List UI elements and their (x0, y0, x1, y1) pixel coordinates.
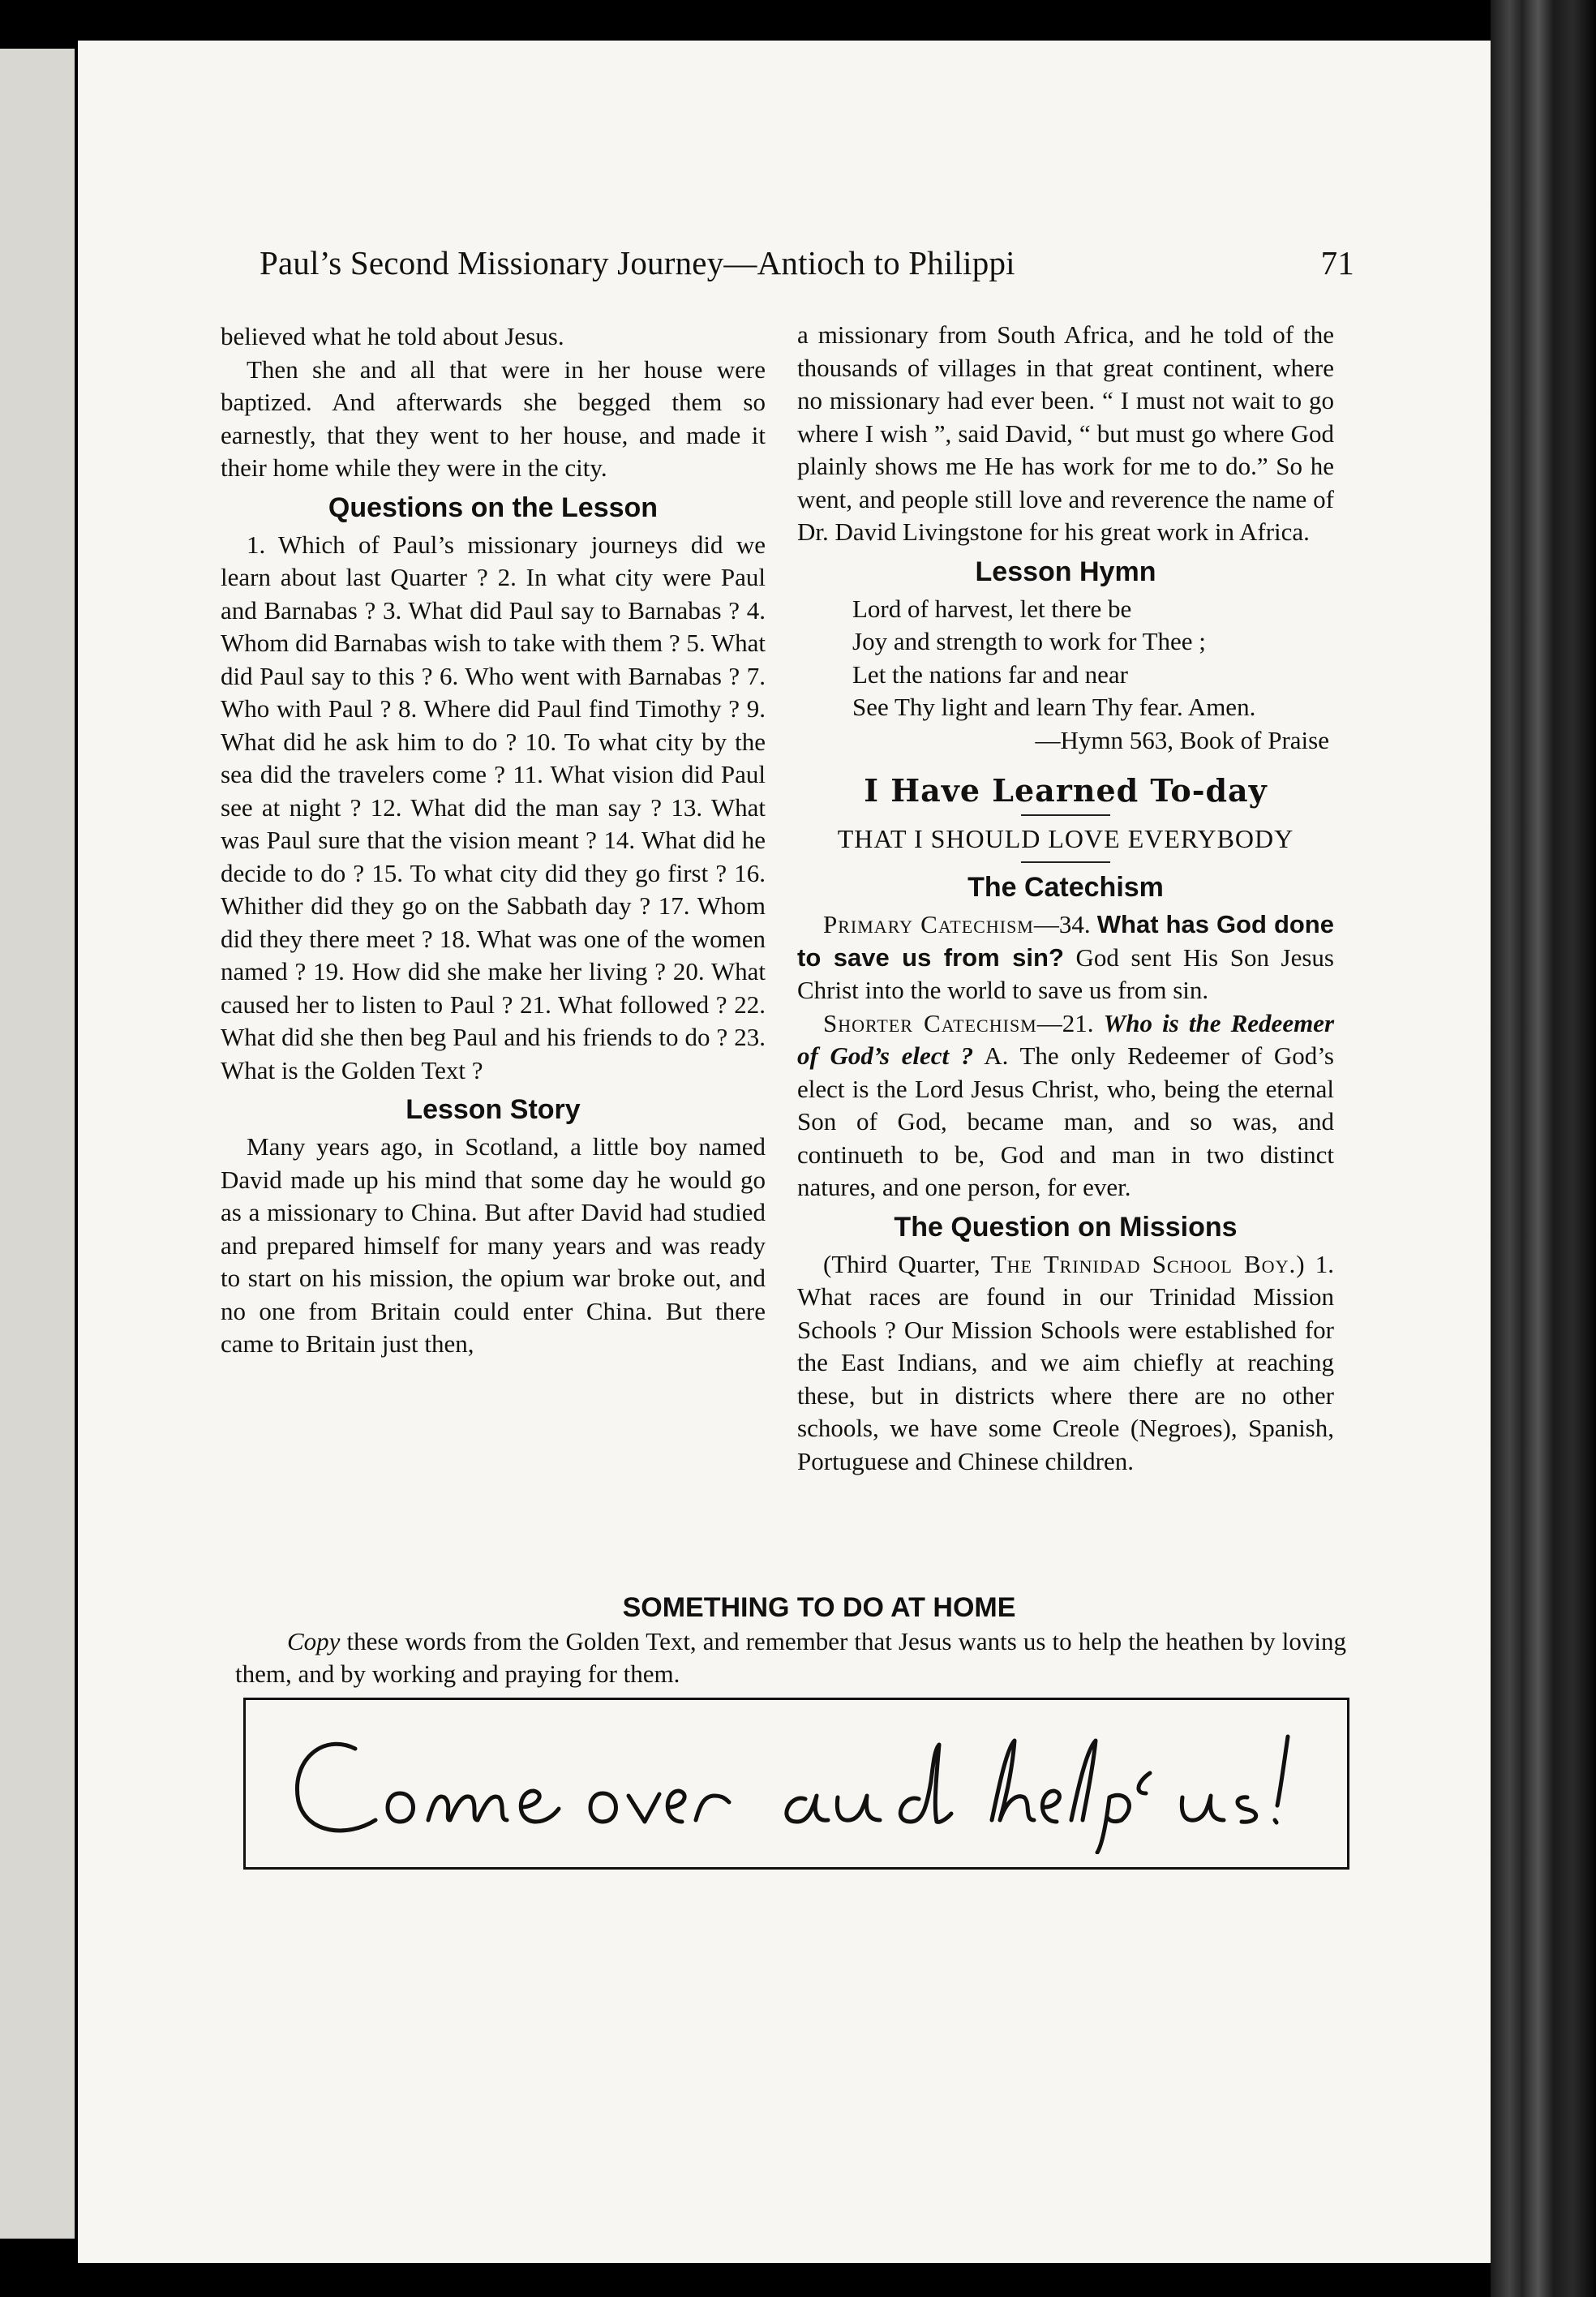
book-spine (1491, 0, 1596, 2297)
missions-intro: (Third Quarter, (823, 1249, 980, 1278)
catechism-heading: The Catechism (967, 872, 1164, 903)
divider (1021, 814, 1110, 816)
lesson-story-text: Many years ago, in Scotland, a little boy named David made up his mind that some day he would go as a missionary to China. But after David had studied and prepared himself for many years and was ready to start on his mission, the opium war broke out, and no one from Britain could enter China. But there came to Britain just then, (221, 1132, 766, 1358)
story-fragment: believed what he told about Jesus. (221, 322, 564, 350)
shorter-catechism (797, 1007, 1334, 1204)
learned-today-heading: I Have Learned To-day (864, 772, 1268, 809)
story-paragraph: Then she and all that were in her house were baptized. And afterwards she begged them so earnestly, that they went to her house, and made it their home while they were in the city. (221, 354, 766, 482)
right-column (797, 319, 1334, 1478)
primary-catechism-number: —34. (1033, 910, 1091, 938)
page-number: 71 (1320, 244, 1354, 281)
handwritten-answer (278, 1716, 1324, 1858)
hymn-line: See Thy light and learn Thy fear. Amen. (852, 693, 1256, 721)
shorter-catechism-label: Shorter Catechism (823, 1008, 1037, 1037)
hymn-verse (797, 593, 1334, 724)
lesson-story-heading: Lesson Story (405, 1094, 581, 1125)
missions-series: The Trinidad School Boy. (990, 1249, 1297, 1278)
shorter-catechism-answer: A. The only Redeemer of God’s elect is the Lord Jesus Christ, who, being the eternal Son of God, became man, and so was, and continueth to be, God and man in two distinct natures, and one person, for ever. (797, 1041, 1334, 1201)
handwriting-box (243, 1698, 1349, 1870)
missions-heading: The Question on Missions (894, 1211, 1238, 1243)
home-activity-instructions: these words from the Golden Text, and remember that Jesus wants us to help the heathen by loving them, and by working and praying for them. (235, 1627, 1346, 1688)
lesson-story-continued: a missionary from South Africa, and he told of the thousands of villages in that great continent, where no missionary had ever been. “ I must not wait to go where I wish ”, said David, “ but must go where God plainly shows me He has work for me to do.” So he went, and people still love and reverence the name of Dr. David Livingstone for his great work in Africa. (797, 320, 1334, 546)
primary-catechism-question: What has God done to save us from sin? (797, 910, 1334, 972)
copy-word: Copy (287, 1627, 341, 1655)
primary-catechism (797, 908, 1334, 1007)
facing-page-edge (0, 49, 75, 2239)
running-head (260, 243, 1354, 282)
questions-heading: Questions on the Lesson (328, 492, 659, 523)
home-activity-text (235, 1625, 1346, 1690)
primary-catechism-answer: God sent His Son Jesus Christ into the world to save us from sin. (797, 942, 1334, 1004)
lesson-hymn-heading: Lesson Hymn (975, 556, 1156, 587)
questions-text: 1. Which of Paul’s missionary journeys did we learn about last Quarter ? 2. In what city were Paul and Barnabas ? 3. What did Paul say to Barnabas ? 4. Whom did Barnabas wish to take with them ? 5. What did Paul say to this ? 6. Who went with Barnabas ? 7. Who with Paul ? 8. Where did Paul find Timothy ? 9. What did he ask him to do ? 10. To what city by the sea did the travelers come ? 11. What vision did Paul see at night ? 12. What did the man say ? 13. What was Paul sure that the vision meant ? 14. What did he decide to do ? 15. To what city did they go first ? 16. Whither did they go on the Sabbath day ? 17. Whom did they there meet ? 18. What was one of the women named ? 19. How did she make her living ? 20. What caused her to listen to Paul ? 21. What followed ? 22. What did she then beg Paul and his friends to do ? 23. What is the Golden Text ? (221, 530, 766, 1084)
hymn-line: Let the nations far and near (852, 659, 1128, 689)
shorter-catechism-number: —21. (1036, 1008, 1094, 1037)
handwriting-image (278, 1716, 1324, 1854)
hymn-line: Lord of harvest, let there be (852, 594, 1132, 623)
missions-paragraph (797, 1248, 1334, 1479)
page-title: Paul’s Second Missionary Journey—Antioch to Philippi (260, 244, 1015, 281)
hymn-attribution: —Hymn 563, Book of Praise (1035, 725, 1329, 754)
missions-close: ) (1296, 1249, 1305, 1278)
primary-catechism-label: Primary Catechism (823, 910, 1034, 938)
shorter-catechism-question: Who is the Redeemer of God’s elect ? (797, 1008, 1335, 1070)
missions-text: 1. What races are found in our Trinidad Mission Schools ? Our Mission Schools were established for the East Indians, and we aim chiefly at reaching these, but in districts where there are no other schools, we have some Creole (Negroes), Spanish, Portuguese and Chinese children. (797, 1249, 1334, 1475)
home-activity-heading: SOMETHING TO DO AT HOME (622, 1592, 1016, 1623)
home-activity (235, 1591, 1346, 1690)
divider (1021, 861, 1110, 863)
left-column (221, 320, 766, 1361)
learned-today-text: THAT I SHOULD LOVE EVERYBODY (837, 823, 1294, 853)
hymn-line: Joy and strength to work for Thee ; (852, 627, 1206, 655)
